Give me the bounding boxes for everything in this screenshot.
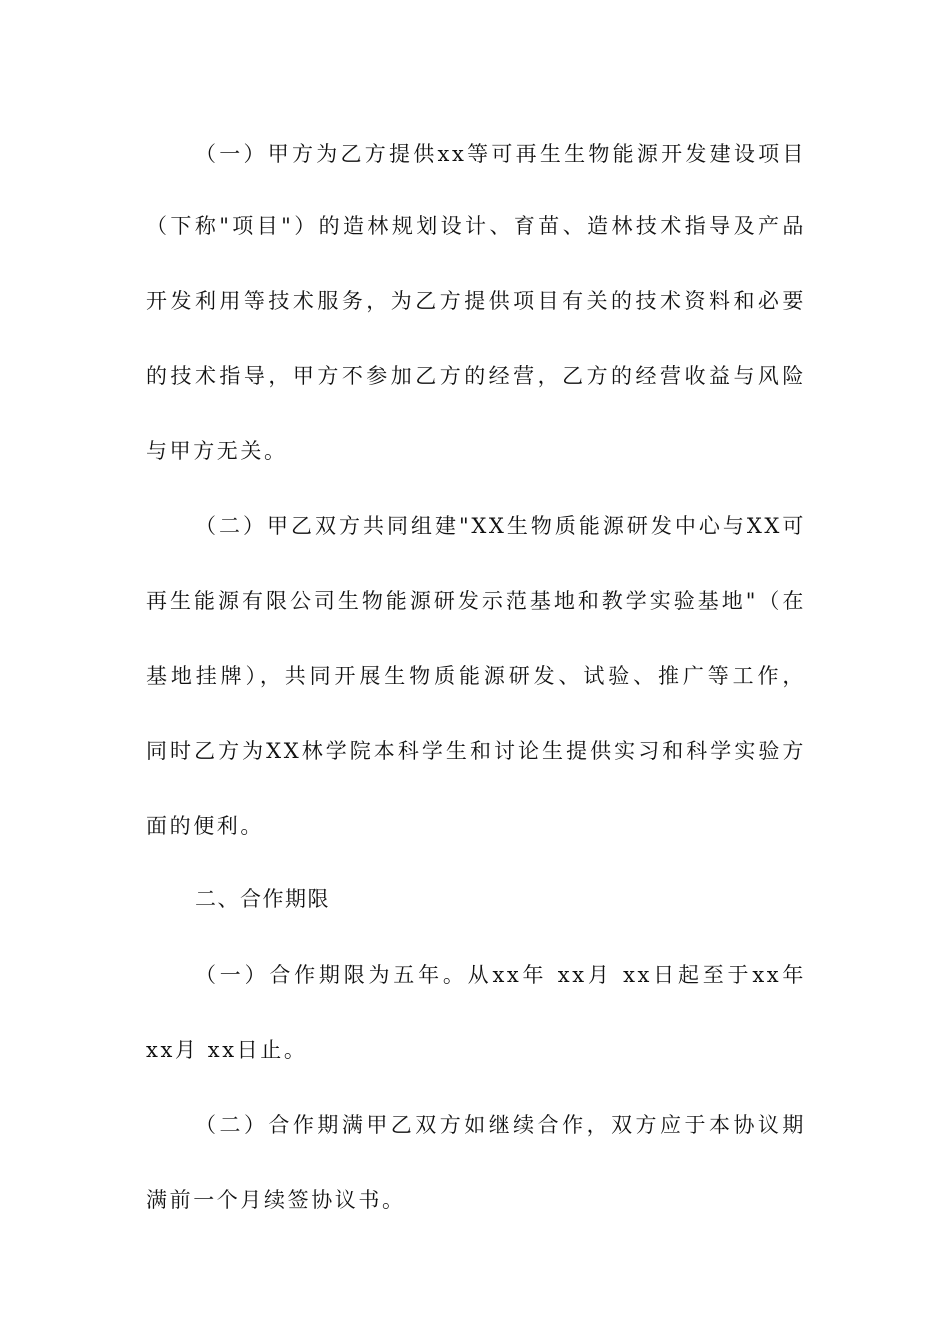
paragraph-2-line-4: 同时乙方为XX林学院本科学生和讨论生提供实习和科学实验方 <box>146 739 806 763</box>
paragraph-3-line-2: xx月 xx日止。 <box>146 1038 308 1062</box>
paragraph-4-line-2: 满前一个月续签协议书。 <box>146 1188 406 1212</box>
paragraph-1-line-2: （下称"项目"）的造林规划设计、育苗、造林技术指导及产品 <box>146 214 806 238</box>
paragraph-2-line-3: 基地挂牌），共同开展生物质能源研发、试验、推广等工作， <box>146 664 806 688</box>
paragraph-1-line-1: （一）甲方为乙方提供xx等可再生生物能源开发建设项目 <box>195 142 806 166</box>
paragraph-3-line-1: （一）合作期限为五年。从xx年 xx月 xx日起至于xx年 <box>195 963 806 987</box>
paragraph-1-line-4: 的技术指导，甲方不参加乙方的经营，乙方的经营收益与风险 <box>146 364 806 388</box>
paragraph-2-line-1: （二）甲乙双方共同组建"XX生物质能源研发中心与XX可 <box>195 514 806 538</box>
paragraph-1-line-3: 开发利用等技术服务，为乙方提供项目有关的技术资料和必要 <box>146 289 806 313</box>
section-heading: 二、合作期限 <box>195 887 330 911</box>
paragraph-2-line-2: 再生能源有限公司生物能源研发示范基地和教学实验基地"（在 <box>146 589 806 613</box>
paragraph-4-line-1: （二）合作期满甲乙双方如继续合作，双方应于本协议期 <box>195 1113 806 1137</box>
paragraph-2-line-5: 面的便利。 <box>146 814 264 838</box>
paragraph-1-line-5: 与甲方无关。 <box>146 439 288 463</box>
